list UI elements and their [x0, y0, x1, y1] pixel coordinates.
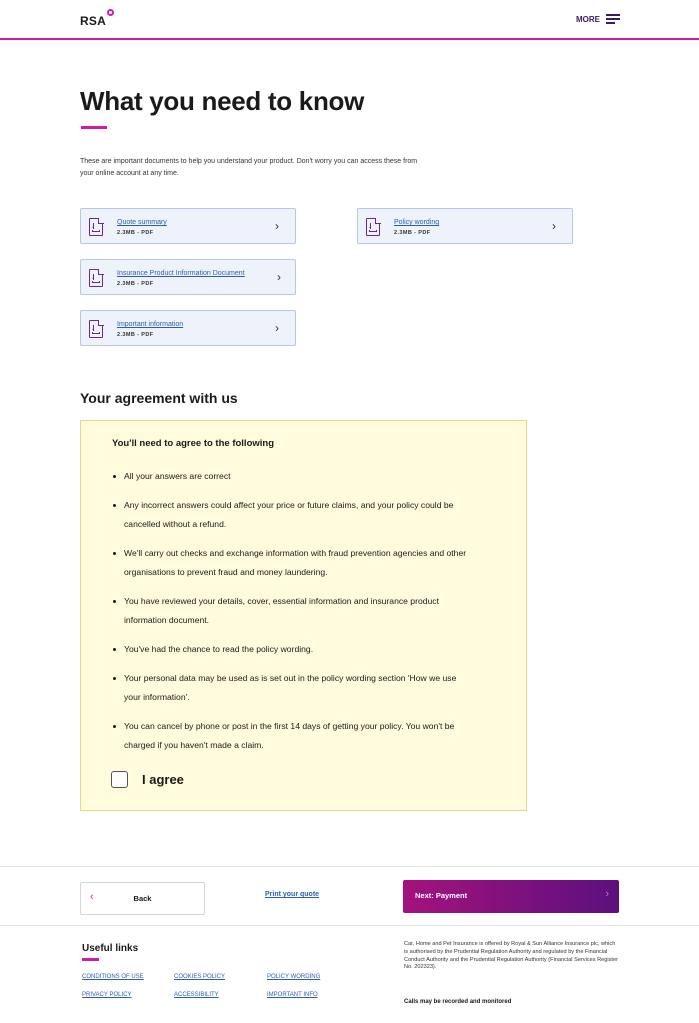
- intro-text: These are important documents to help you understand your product. Don't worry you can access these from your online account at any time.: [80, 158, 418, 177]
- title-underline: [81, 126, 107, 129]
- back-label: Back: [133, 894, 152, 903]
- document-card-important-information[interactable]: [80, 310, 296, 346]
- calls-recorded-text: Calls may be recorded and monitored: [404, 999, 512, 1005]
- agreement-item: Your personal data may be used as is set out in the policy wording section 'How we use your information'.: [108, 669, 468, 707]
- document-meta: 2.3MB - PDF: [117, 230, 154, 236]
- hamburger-menu-icon: [606, 14, 620, 24]
- legal-text: Car, Home and Pet Insurance is offered by Royal & Sun Alliance Insurance plc, which is authorised by the Prudential Regulation Authority and regulated by the Financial Conduct Authority and the Prudential Regulation Authority (Financial Services Register No. 202323).: [404, 941, 618, 971]
- document-download-icon: [89, 218, 103, 236]
- document-card-ipid[interactable]: [80, 259, 296, 295]
- footer-link-accessibility[interactable]: ACCESSIBILITY: [174, 992, 219, 998]
- agreement-item: All your answers are correct: [108, 467, 468, 486]
- back-button[interactable]: [80, 882, 205, 915]
- document-meta: 2.3MB - PDF: [117, 281, 154, 287]
- footer-link-cookies[interactable]: COOKIES POLICY: [174, 974, 226, 980]
- next-payment-button[interactable]: [403, 880, 619, 913]
- logo-text: RSA: [80, 14, 106, 28]
- agree-label[interactable]: I agree: [142, 772, 184, 787]
- chevron-right-icon: ›: [552, 219, 556, 233]
- more-menu-button[interactable]: [576, 14, 620, 24]
- more-label: MORE: [576, 14, 600, 24]
- agreement-item: Any incorrect answers could affect your price or future claims, and your policy could be cancelled without a refund.: [108, 496, 468, 534]
- document-card-policy-wording[interactable]: [357, 208, 573, 244]
- document-card-quote-summary[interactable]: [80, 208, 296, 244]
- footer-link-policy-wording[interactable]: POLICY WORDING: [267, 974, 321, 980]
- agreement-item: You have reviewed your details, cover, essential information and insurance product information document.: [108, 592, 468, 630]
- agreement-box: [80, 420, 527, 811]
- document-meta: 2.3MB - PDF: [394, 230, 431, 236]
- document-title[interactable]: Important information: [117, 321, 184, 328]
- useful-links-title: Useful links: [82, 943, 139, 954]
- useful-links-underline: [82, 958, 99, 961]
- document-download-icon: [89, 269, 103, 287]
- agree-checkbox[interactable]: [111, 771, 128, 788]
- document-meta: 2.3MB - PDF: [117, 332, 154, 338]
- chevron-right-icon: ›: [275, 321, 279, 335]
- footer-link-important-info[interactable]: IMPORTANT INFO: [267, 992, 318, 998]
- document-title[interactable]: Policy wording: [394, 219, 440, 226]
- page-title: What you need to know: [80, 86, 365, 116]
- print-quote-link[interactable]: Print your quote: [265, 891, 320, 898]
- document-download-icon: [89, 320, 103, 338]
- document-title[interactable]: Quote summary: [117, 219, 167, 226]
- chevron-right-icon: ›: [277, 270, 281, 284]
- agreement-item: You can cancel by phone or post in the first 14 days of getting your policy. You won't be charged if you haven't made a claim.: [108, 717, 468, 755]
- document-download-icon: [366, 218, 380, 236]
- action-bar: [0, 866, 699, 926]
- next-label: Next: Payment: [415, 891, 468, 900]
- logo-ring-icon: [107, 9, 114, 16]
- agreement-section-title: Your agreement with us: [80, 390, 238, 406]
- footer-link-privacy[interactable]: PRIVACY POLICY: [82, 992, 132, 998]
- chevron-left-icon: ‹: [90, 891, 94, 903]
- footer-link-conditions[interactable]: CONDITIONS OF USE: [82, 974, 144, 980]
- document-title[interactable]: Insurance Product Information Document: [117, 270, 245, 277]
- agreement-heading: You'll need to agree to the following: [112, 438, 275, 449]
- site-header: [0, 0, 699, 40]
- agreement-list: [108, 467, 468, 765]
- agreement-item: We'll carry out checks and exchange information with fraud prevention agencies and other organisations to prevent fraud and money laundering.: [108, 544, 468, 582]
- chevron-right-icon: ›: [605, 888, 609, 900]
- agree-checkbox-row[interactable]: [111, 771, 184, 788]
- rsa-logo[interactable]: [80, 14, 106, 28]
- agreement-item: You've had the chance to read the policy wording.: [108, 640, 468, 659]
- chevron-right-icon: ›: [275, 219, 279, 233]
